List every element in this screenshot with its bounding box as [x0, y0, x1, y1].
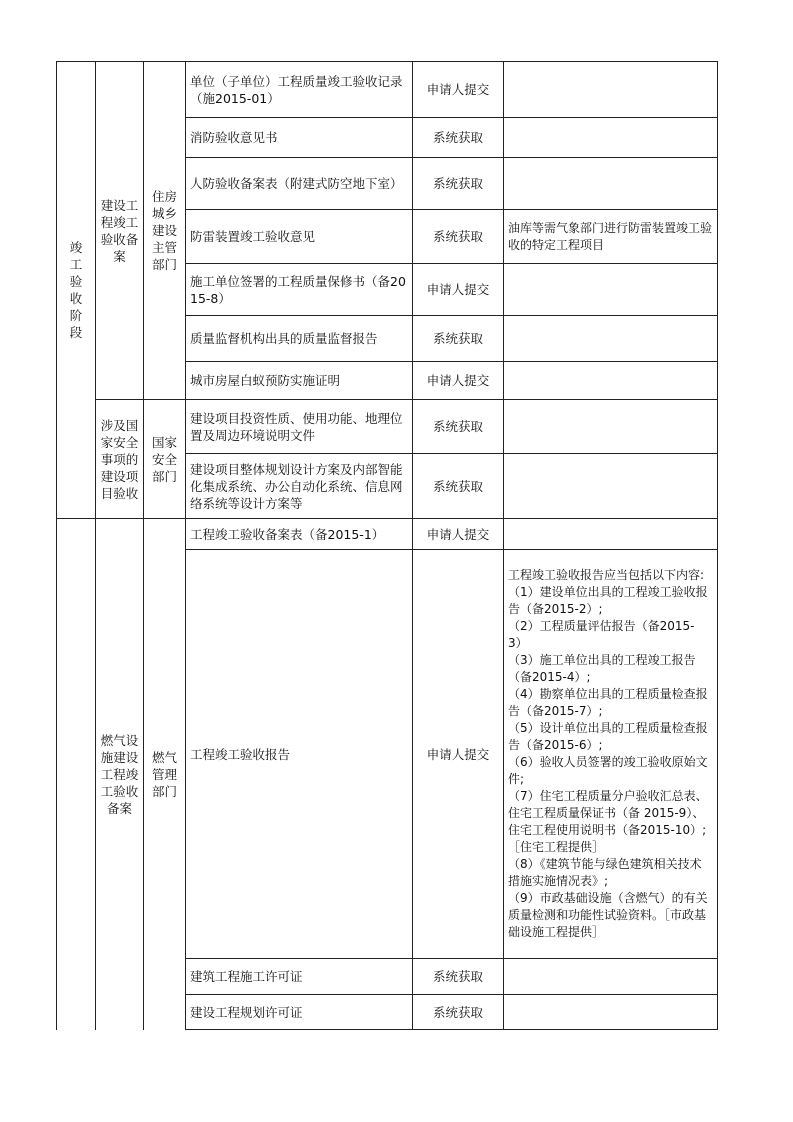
material-remark [504, 959, 718, 995]
material-method: 系统获取 [413, 316, 504, 362]
material-method: 系统获取 [413, 118, 504, 158]
material-name: 防雷装置竣工验收意见 [186, 210, 413, 264]
material-remark [504, 519, 718, 550]
item-cell: 燃气设施建设工程竣工验收备案 [96, 519, 144, 1030]
item-cell: 建设工程竣工验收备案 [96, 62, 144, 400]
material-name: 建筑工程施工许可证 [186, 959, 413, 995]
material-method: 系统获取 [413, 400, 504, 454]
material-method: 系统获取 [413, 210, 504, 264]
material-name: 消防验收意见书 [186, 118, 413, 158]
material-method: 系统获取 [413, 158, 504, 210]
material-method: 申请人提交 [413, 362, 504, 400]
stage-cell: 竣工验收阶段 [57, 62, 96, 519]
material-method: 系统获取 [413, 995, 504, 1030]
table-row [57, 62, 718, 118]
material-method: 申请人提交 [413, 519, 504, 550]
material-remark [504, 316, 718, 362]
material-method: 系统获取 [413, 959, 504, 995]
material-remark [504, 118, 718, 158]
table-row [57, 519, 718, 550]
table-row [57, 400, 718, 454]
department-cell: 住房城乡建设主管部门 [144, 62, 186, 400]
material-remark [504, 264, 718, 316]
item-cell: 涉及国家安全事项的建设项目验收 [96, 400, 144, 519]
material-name: 建设项目投资性质、使用功能、地理位置及周边环境说明文件 [186, 400, 413, 454]
material-name: 人防验收备案表（附建式防空地下室） [186, 158, 413, 210]
stage-cell [57, 519, 96, 1030]
material-name: 单位（子单位）工程质量竣工验收记录（施2015-01） [186, 62, 413, 118]
material-name: 建设工程规划许可证 [186, 995, 413, 1030]
material-remark [504, 362, 718, 400]
material-name: 工程竣工验收报告 [186, 550, 413, 959]
materials-table [56, 61, 718, 1030]
material-method: 系统获取 [413, 454, 504, 519]
material-method: 申请人提交 [413, 550, 504, 959]
material-remark [504, 400, 718, 454]
material-name: 工程竣工验收备案表（备2015-1） [186, 519, 413, 550]
material-name: 建设项目整体规划设计方案及内部智能化集成系统、办公自动化系统、信息网络系统等设计方案等 [186, 454, 413, 519]
material-remark [504, 62, 718, 118]
material-method: 申请人提交 [413, 264, 504, 316]
material-remark [504, 995, 718, 1030]
material-name: 城市房屋白蚁预防实施证明 [186, 362, 413, 400]
material-remark [504, 158, 718, 210]
material-method: 申请人提交 [413, 62, 504, 118]
material-name: 质量监督机构出具的质量监督报告 [186, 316, 413, 362]
material-remark [504, 454, 718, 519]
department-cell: 燃气管理部门 [144, 519, 186, 1030]
material-name: 施工单位签署的工程质量保修书（备2015-8） [186, 264, 413, 316]
material-remark: 工程竣工验收报告应当包括以下内容: （1）建设单位出具的工程竣工验收报告（备2015-2）; （2）工程质量评估报告（备2015-3） （3）施工单位出具的工程竣工报告（备2015-4）; （4）勘察单位出具的工程质量检查报告（备2015-7）; （5）设计单位出具的工程质量检查报告（备2015-6）; （6）验收人员签署的竣工验收原始文件; （7）住宅工程质量分户验收汇总表、住宅工程质量保证书（备 2015-9）、住宅工程使用说明书（备2015-10）;［住宅工程提供］ （8）《建筑节能与绿色建筑相关技术措施实施情况表》; （9）市政基础设施（含燃气）的有关质量检测和功能性试验资料。［市政基础设施工程提供］ [504, 550, 718, 959]
department-cell: 国家安全部门 [144, 400, 186, 519]
material-remark: 油库等需气象部门进行防雷装置竣工验收的特定工程项目 [504, 210, 718, 264]
